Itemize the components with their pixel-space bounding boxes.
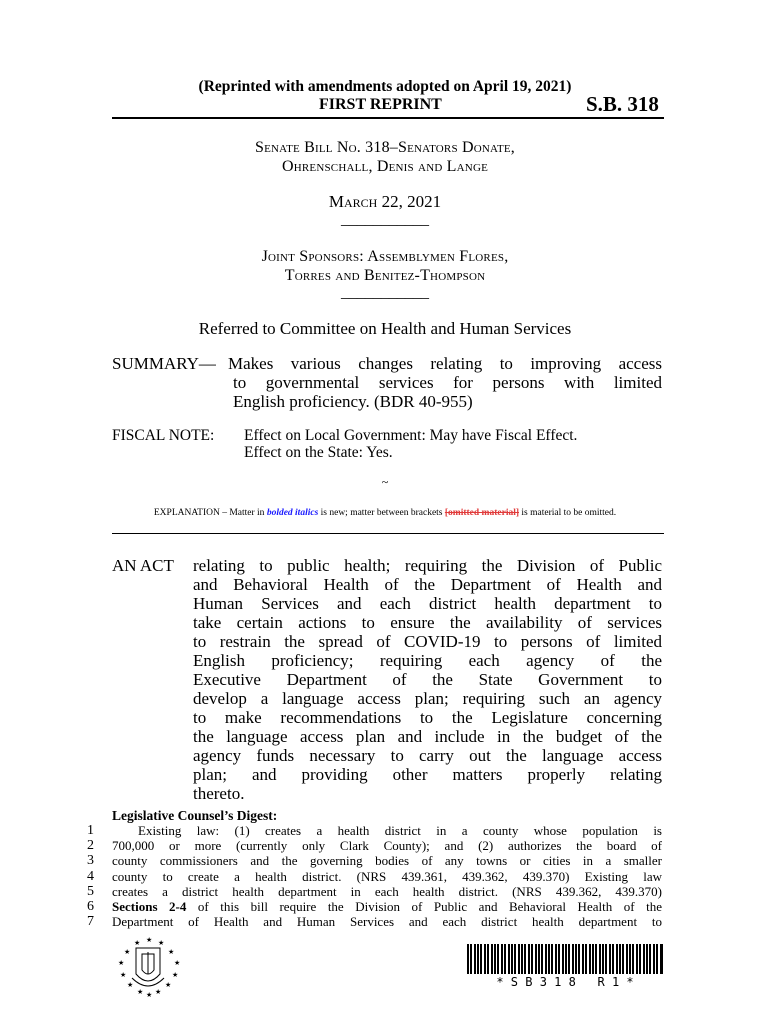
act-line: take certain actions to ensure the availability of services: [193, 613, 662, 632]
svg-text:★: ★: [120, 971, 127, 979]
bill-date: March 22, 2021: [328, 192, 442, 211]
bill-number: S.B. 318: [586, 92, 659, 116]
summary-line-2: to governmental services for persons with limited: [233, 373, 662, 392]
svg-text:★: ★: [168, 948, 175, 956]
act-body: [193, 556, 662, 803]
digest-line: [112, 899, 662, 914]
digest-line-6-text: of this bill require the Division of Public and Behavioral Health of the: [197, 899, 662, 915]
act-line: agency funds necessary to carry out the language access: [193, 746, 662, 765]
header-rule: [112, 117, 664, 119]
line-number: 3: [87, 853, 94, 869]
digest-line-numbers: [78, 823, 94, 929]
digest-line: creates a district health department in each health district. (NRS 439.362, 439.370): [112, 883, 662, 899]
digest-line: Department of Health and Human Services and each district health department to: [112, 914, 662, 930]
explanation-middle: is new; matter between brackets: [318, 508, 445, 518]
svg-text:★: ★: [146, 936, 153, 944]
barcode-text: * S B 3 1 8 R 1 *: [496, 975, 634, 989]
explanation-suffix: is material to be omitted.: [519, 508, 617, 518]
fiscal-note-label: FISCAL NOTE:: [112, 427, 215, 444]
svg-text:★: ★: [155, 988, 162, 996]
sponsors-line-1: Joint Sponsors: Assemblymen Flores,: [261, 248, 509, 265]
reprint-label: FIRST REPRINT: [319, 96, 442, 113]
bill-title-line-1: Senate Bill No. 318–Senators Donate,: [254, 139, 515, 156]
summary-label: SUMMARY—: [112, 354, 216, 373]
digest-line: county commissioners and the governing bodies of any towns or cities in a smaller: [112, 853, 662, 869]
explanation-bold-italics: bolded italics: [266, 508, 319, 518]
svg-text:★: ★: [158, 939, 165, 947]
act-line: Executive Department of the State Government to: [193, 670, 662, 689]
line-number: 4: [87, 868, 94, 884]
act-line: and Behavioral Health of the Department of Health and: [193, 575, 662, 594]
sections-reference: Sections 2-4: [112, 899, 187, 915]
digest-body: [112, 823, 662, 929]
svg-text:★: ★: [127, 981, 134, 989]
explanation-rule: [112, 533, 664, 534]
act-line: the language access plan and include in the budget of the: [193, 727, 662, 746]
act-label: AN ACT: [112, 556, 174, 575]
line-number: 5: [87, 883, 94, 899]
act-line: to restrain the spread of COVID-19 to persons of limited: [193, 632, 662, 651]
line-number: 1: [87, 823, 94, 838]
digest-line: Existing law: (1) creates a health district in a county whose population is: [138, 823, 662, 838]
explanation-omitted: [omitted material]: [444, 508, 520, 518]
act-line: develop a language access plan; requiring such an agency: [193, 689, 662, 708]
committee-referral: Referred to Committee on Health and Human Services: [198, 319, 572, 338]
act-line: plan; and providing other matters properly relating: [193, 765, 662, 784]
fiscal-state-effect: Effect on the State: Yes.: [244, 444, 393, 461]
act-line: relating to public health; requiring the Division of Public: [193, 556, 662, 575]
act-line: thereto.: [193, 784, 245, 803]
tilde-separator: ~: [381, 475, 389, 489]
svg-text:★: ★: [134, 939, 141, 947]
line-number: 2: [87, 838, 94, 854]
separator-rule-2: ___________: [341, 284, 429, 301]
svg-text:★: ★: [165, 981, 172, 989]
svg-text:★: ★: [137, 988, 144, 996]
explanation-note: [0, 508, 770, 518]
bill-title-line-2: Ohrenschall, Denis and Lange: [281, 158, 489, 175]
summary-line-3: English proficiency. (BDR 40-955): [233, 392, 473, 411]
fiscal-local-effect: Effect on Local Government: May have Fiscal Effect.: [244, 427, 578, 444]
svg-text:★: ★: [174, 959, 181, 967]
svg-text:★: ★: [118, 959, 125, 967]
act-line: English proficiency; requiring each agency of the: [193, 651, 662, 670]
svg-text:★: ★: [172, 971, 179, 979]
digest-line: county to create a health district. (NRS 439.361, 439.362, 439.370) Existing law: [112, 868, 662, 884]
svg-text:★: ★: [146, 991, 153, 998]
line-number: 7: [87, 914, 94, 930]
reprint-note: (Reprinted with amendments adopted on April 19, 2021): [198, 78, 572, 95]
digest-line: 700,000 or more (currently only Clark County); and (2) authorizes the board of: [112, 838, 662, 854]
nevada-seal-icon: [112, 934, 184, 998]
svg-text:★: ★: [124, 948, 131, 956]
digest-heading: Legislative Counsel’s Digest:: [112, 808, 278, 823]
summary-line-1: Makes various changes relating to improving access: [228, 354, 662, 373]
explanation-prefix: EXPLANATION – Matter in: [153, 508, 267, 518]
barcode-icon: [467, 944, 663, 974]
act-line: Human Services and each district health department to: [193, 594, 662, 613]
separator-rule-1: ___________: [341, 211, 429, 228]
act-line: to make recommendations to the Legislature concerning: [193, 708, 662, 727]
line-number: 6: [87, 899, 94, 915]
sponsors-line-2: Torres and Benitez-Thompson: [284, 267, 486, 284]
